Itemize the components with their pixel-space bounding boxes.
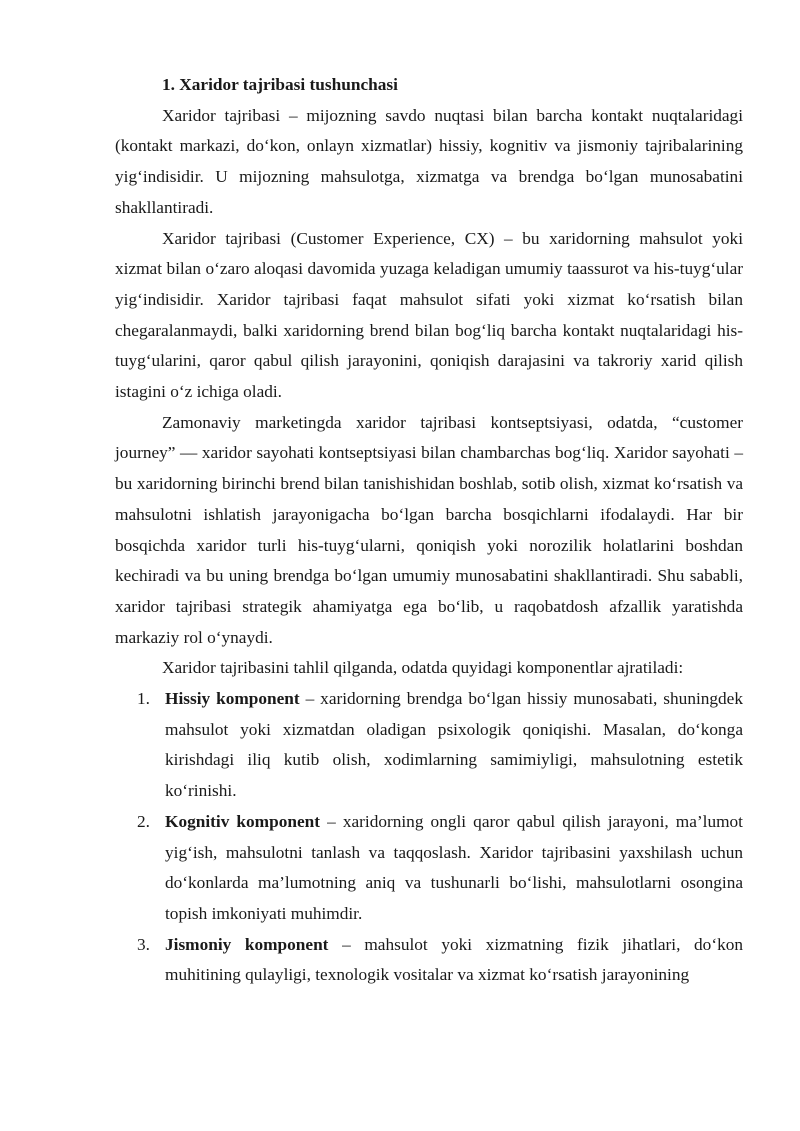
list-item: [115, 684, 743, 807]
components-list: [115, 684, 743, 991]
list-item-number: 1.: [137, 689, 150, 709]
list-item-term: Jismoniy komponent: [165, 934, 329, 954]
list-item-term: Hissiy komponent: [165, 689, 300, 709]
list-item-term: Kognitiv komponent: [165, 811, 320, 831]
list-item: [115, 930, 743, 991]
section-heading: 1. Xaridor tajribasi tushunchasi: [162, 75, 398, 94]
paragraph-customer-journey: Zamonaviy marketingda xaridor tajribasi kontseptsiyasi, odatda, “customer journey” — xaridor sayohati kontseptsiyasi bilan chambarchas bog‘liq. Xaridor sayohati – bu xaridorning birinchi brend bilan tanishishidan boshlab, sotib olish, xizmat ko‘rsatish va mahsulotni ishlatish jarayonigacha bo‘lgan barcha bosqichlarni ifodalaydi. Har bir bosqichda xaridor turli his-tuyg‘ularni, qoniqish yoki norozilik holatlarini boshdan kechiradi va bu uning brendga bo‘lgan umumiy munosabatini shakllantiradi. Shu sababli, xaridor tajribasi strategik ahamiyatga ega bo‘lib, u raqobatdosh afzallik yaratishda markaziy rol o‘ynaydi.: [115, 412, 743, 647]
list-item: [115, 807, 743, 930]
list-item-number: 3.: [137, 934, 150, 954]
list-item-text: – xaridorning brendga bo‘lgan hissiy munosabati, shuningdek mahsulot yoki xizmatdan oladigan psixologik qoniqishi. Masalan, do‘konga kirishdagi iliq kutib olish, xodimlarning samimiyligi, mahsulotning estetik ko‘rinishi.: [165, 689, 743, 801]
document-page: [115, 70, 743, 991]
list-item-text: – xaridorning ongli qaror qabul qilish jarayoni, ma’lumot yig‘ish, mahsulotni tanlash va taqqoslash. Xaridor tajribasini yaxshilash uchun do‘konlarda ma’lumotning aniq va tushunarli bo‘lishi, mahsulotlarni osongina topish imkoniyati muhimdir.: [165, 811, 743, 923]
paragraph-definition: Xaridor tajribasi – mijozning savdo nuqtasi bilan barcha kontakt nuqtalaridagi (kontakt markazi, do‘kon, onlayn xizmatlar) hissiy, kognitiv va jismoniy tajribalarining yig‘indisidir. U mijozning mahsulotga, xizmatga va brendga bo‘lgan munosabatini shakllantiradi.: [115, 105, 743, 217]
list-item-text: – mahsulot yoki xizmatning fizik jihatlari, do‘kon muhitining qulayligi, texnologik vositalar va xizmat ko‘rsatish jarayonining: [165, 934, 744, 985]
paragraph-components-intro: Xaridor tajribasini tahlil qilganda, odatda quyidagi komponentlar ajratiladi:: [162, 658, 684, 678]
paragraph-customer-experience: Xaridor tajribasi (Customer Experience, CX) – bu xaridorning mahsulot yoki xizmat bilan o‘zaro aloqasi davomida yuzaga keladigan umumiy taassurot va his-tuyg‘ular yig‘indisidir. Xaridor tajribasi faqat mahsulot sifati yoki xizmat ko‘rsatish bilan chegaralanmaydi, balki xaridorning brend bilan bog‘liq barcha kontakt nuqtalaridagi his-tuyg‘ularini, qaror qabul qilish jarayonini, qoniqish darajasini va takroriy xarid qilish istagini o‘z ichiga oladi.: [115, 228, 743, 402]
list-item-number: 2.: [137, 811, 150, 831]
